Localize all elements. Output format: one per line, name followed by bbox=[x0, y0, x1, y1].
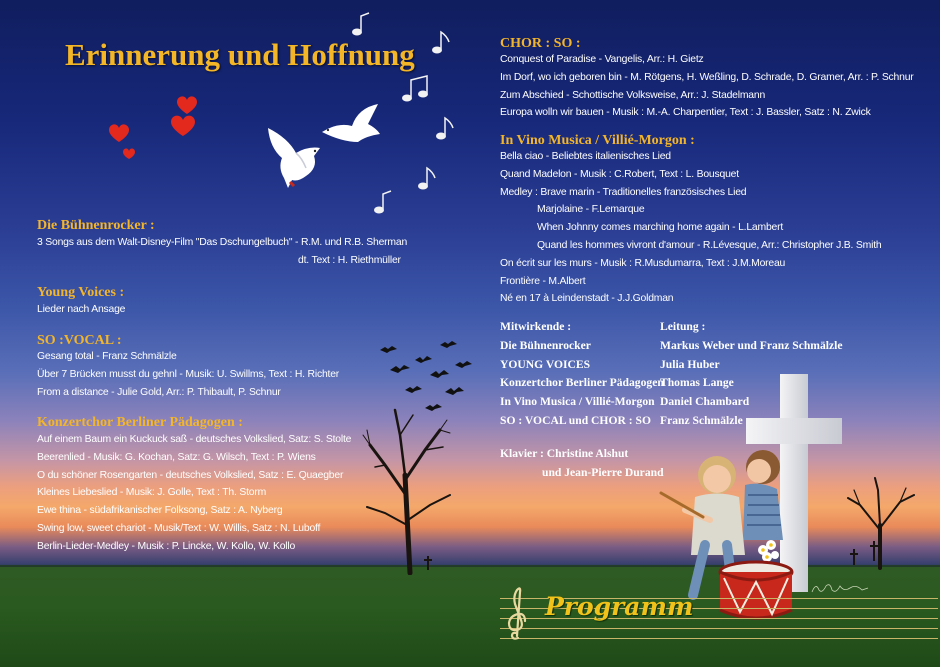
section-heading-so-vocal: SO :VOCAL : bbox=[37, 333, 122, 348]
bird-icon bbox=[425, 404, 442, 411]
section-heading-konzertchor: Konzertchor Berliner Pädagogen : bbox=[37, 415, 243, 430]
program-line: Im Dorf, wo ich geboren bin - M. Rötgens, H. Weßling, D. Schrade, D. Gramer, Arr. : P. Schnur bbox=[500, 71, 914, 83]
bird-icon bbox=[430, 370, 449, 378]
leitung-name: Julia Huber bbox=[660, 357, 720, 371]
program-line: Lieder nach Ansage bbox=[37, 304, 126, 315]
heart-icon bbox=[171, 116, 195, 136]
leitung-name: Franz Schmälzle bbox=[660, 413, 743, 427]
section-heading-in-vino-musica: In Vino Musica / Villié-Morgon : bbox=[500, 133, 695, 148]
program-line: Zum Abschied - Schottische Volksweise, Arr.: J. Stadelmann bbox=[500, 89, 766, 101]
leitung-name: Markus Weber und Franz Schmälzle bbox=[660, 338, 843, 352]
program-line: Auf einem Baum ein Kuckuck saß - deutsches Volkslied, Satz: S. Stolte bbox=[37, 434, 352, 445]
small-cross-icon bbox=[868, 540, 880, 562]
music-note-icon bbox=[374, 191, 391, 214]
ensemble-name: Konzertchor Berliner Pädagogen bbox=[500, 376, 664, 390]
bird-icon bbox=[440, 341, 457, 348]
section-heading-chor-so: CHOR : SO : bbox=[500, 36, 581, 51]
section-lines-in-vino-musica bbox=[500, 148, 881, 308]
program-line: Marjolaine - F.Lemarque bbox=[537, 204, 645, 216]
ensemble-name: Die Bühnenrocker bbox=[500, 338, 591, 352]
program-line: 3 Songs aus dem Walt-Disney-Film "Das Dschungelbuch" - R.M. und R.B. Sherman bbox=[37, 237, 408, 248]
program-line: Conquest of Paradise - Vangelis, Arr.: H. Gietz bbox=[500, 54, 704, 65]
section-lines-young-voices bbox=[37, 301, 125, 319]
program-line: Ewe thina - südafrikanischer Folksong, Satz : A. Nyberg bbox=[37, 505, 283, 517]
program-line: Gesang total - Franz Schmälzle bbox=[37, 351, 177, 362]
treble-clef-icon bbox=[503, 586, 531, 642]
program-line: Bella ciao - Beliebtes italienisches Lied bbox=[500, 151, 671, 162]
section-lines-so-vocal bbox=[37, 348, 339, 401]
program-line: On écrit sur les murs - Musik : R.Musdumarra, Text : J.M.Moreau bbox=[500, 257, 786, 269]
artist-signature bbox=[810, 580, 870, 596]
program-line: Über 7 Brücken musst du gehnl - Musik: U. Swillms, Text : H. Richter bbox=[37, 368, 340, 380]
programm-label: Programm bbox=[545, 592, 694, 621]
program-line: From a distance - Julie Gold, Arr.: P. Thibault, P. Schnur bbox=[37, 386, 281, 398]
program-line: Swing low, sweet chariot - Musik/Text : W. Willis, Satz : N. Luboff bbox=[37, 522, 321, 534]
heart-icon bbox=[177, 96, 197, 114]
program-line: Medley : Brave marin - Traditionelles französisches Lied bbox=[500, 186, 747, 198]
heart-icon bbox=[109, 124, 129, 142]
mitwirkende-label: Mitwirkende : bbox=[500, 320, 572, 333]
program-line: Frontière - M.Albert bbox=[500, 275, 586, 287]
heart-icon bbox=[123, 148, 135, 159]
bird-icon bbox=[445, 387, 464, 395]
leitung-label: Leitung : bbox=[660, 320, 706, 333]
music-note-icon bbox=[432, 32, 449, 54]
bird-icon bbox=[405, 386, 422, 393]
section-lines-konzertchor bbox=[37, 431, 351, 556]
bird-icon bbox=[390, 365, 410, 373]
ensemble-name: YOUNG VOICES bbox=[500, 357, 591, 371]
program-line: O du schöner Rosengarten - deutsches Volkslied, Satz : E. Quaegber bbox=[37, 469, 344, 481]
section-lines-chor-so bbox=[500, 51, 914, 122]
program-line: Kleines Liebeslied - Musik: J. Golle, Text : Th. Storm bbox=[37, 487, 267, 499]
program-line: dt. Text : H. Riethmüller bbox=[298, 254, 401, 266]
leitung-name: Thomas Lange bbox=[660, 376, 734, 390]
program-line: Europa wolln wir bauen - Musik : M.-A. Charpentier, Text : J. Bassler, Satz : N. Zwick bbox=[500, 107, 871, 119]
ensemble-name: SO : VOCAL und CHOR : SO bbox=[500, 413, 651, 427]
mitwirkende-list bbox=[500, 318, 664, 431]
leitung-name: Daniel Chambard bbox=[660, 395, 750, 409]
program-line: Berlin-Lieder-Medley - Musik : P. Lincke, W. Kollo, W. Kollo bbox=[37, 540, 296, 552]
klavier-credit bbox=[500, 445, 664, 483]
program-line: When Johnny comes marching home again - L.Lambert bbox=[537, 222, 784, 234]
program-line: Né en 17 à Leindenstadt - J.J.Goldman bbox=[500, 293, 674, 305]
program-line: Beerenlied - Musik: G. Kochan, Satz: G. Wilsch, Text : P. Wiens bbox=[37, 451, 316, 463]
klavier-line: Klavier : Christine Alshut bbox=[500, 447, 629, 460]
section-lines-buehnenrocker bbox=[37, 234, 407, 270]
page-title: Erinnerung und Hoffnung bbox=[65, 37, 415, 72]
flock-of-birds bbox=[370, 330, 480, 425]
music-note-icon bbox=[418, 168, 435, 190]
bird-icon bbox=[380, 346, 397, 353]
music-note-icon bbox=[402, 76, 428, 102]
music-note-icon bbox=[352, 13, 369, 36]
klavier-line: und Jean-Pierre Durand bbox=[542, 465, 664, 479]
section-heading-young-voices: Young Voices : bbox=[37, 285, 125, 300]
leitung-list bbox=[660, 318, 843, 431]
ensemble-name: In Vino Musica / Villié-Morgon bbox=[500, 395, 655, 409]
music-note-icon bbox=[436, 118, 453, 140]
small-cross-icon bbox=[422, 555, 434, 571]
hearts-decoration bbox=[105, 90, 200, 165]
program-line: Quand les hommes vivront d'amour - R.Lévesque, Arr.: Christopher J.B. Smith bbox=[537, 239, 882, 251]
bird-icon bbox=[455, 361, 472, 368]
bird-icon bbox=[415, 356, 432, 363]
program-line: Quand Madelon - Musik : C.Robert, Text : L. Bousquet bbox=[500, 168, 739, 180]
section-heading-buehnenrocker: Die Bühnenrocker : bbox=[37, 218, 155, 233]
